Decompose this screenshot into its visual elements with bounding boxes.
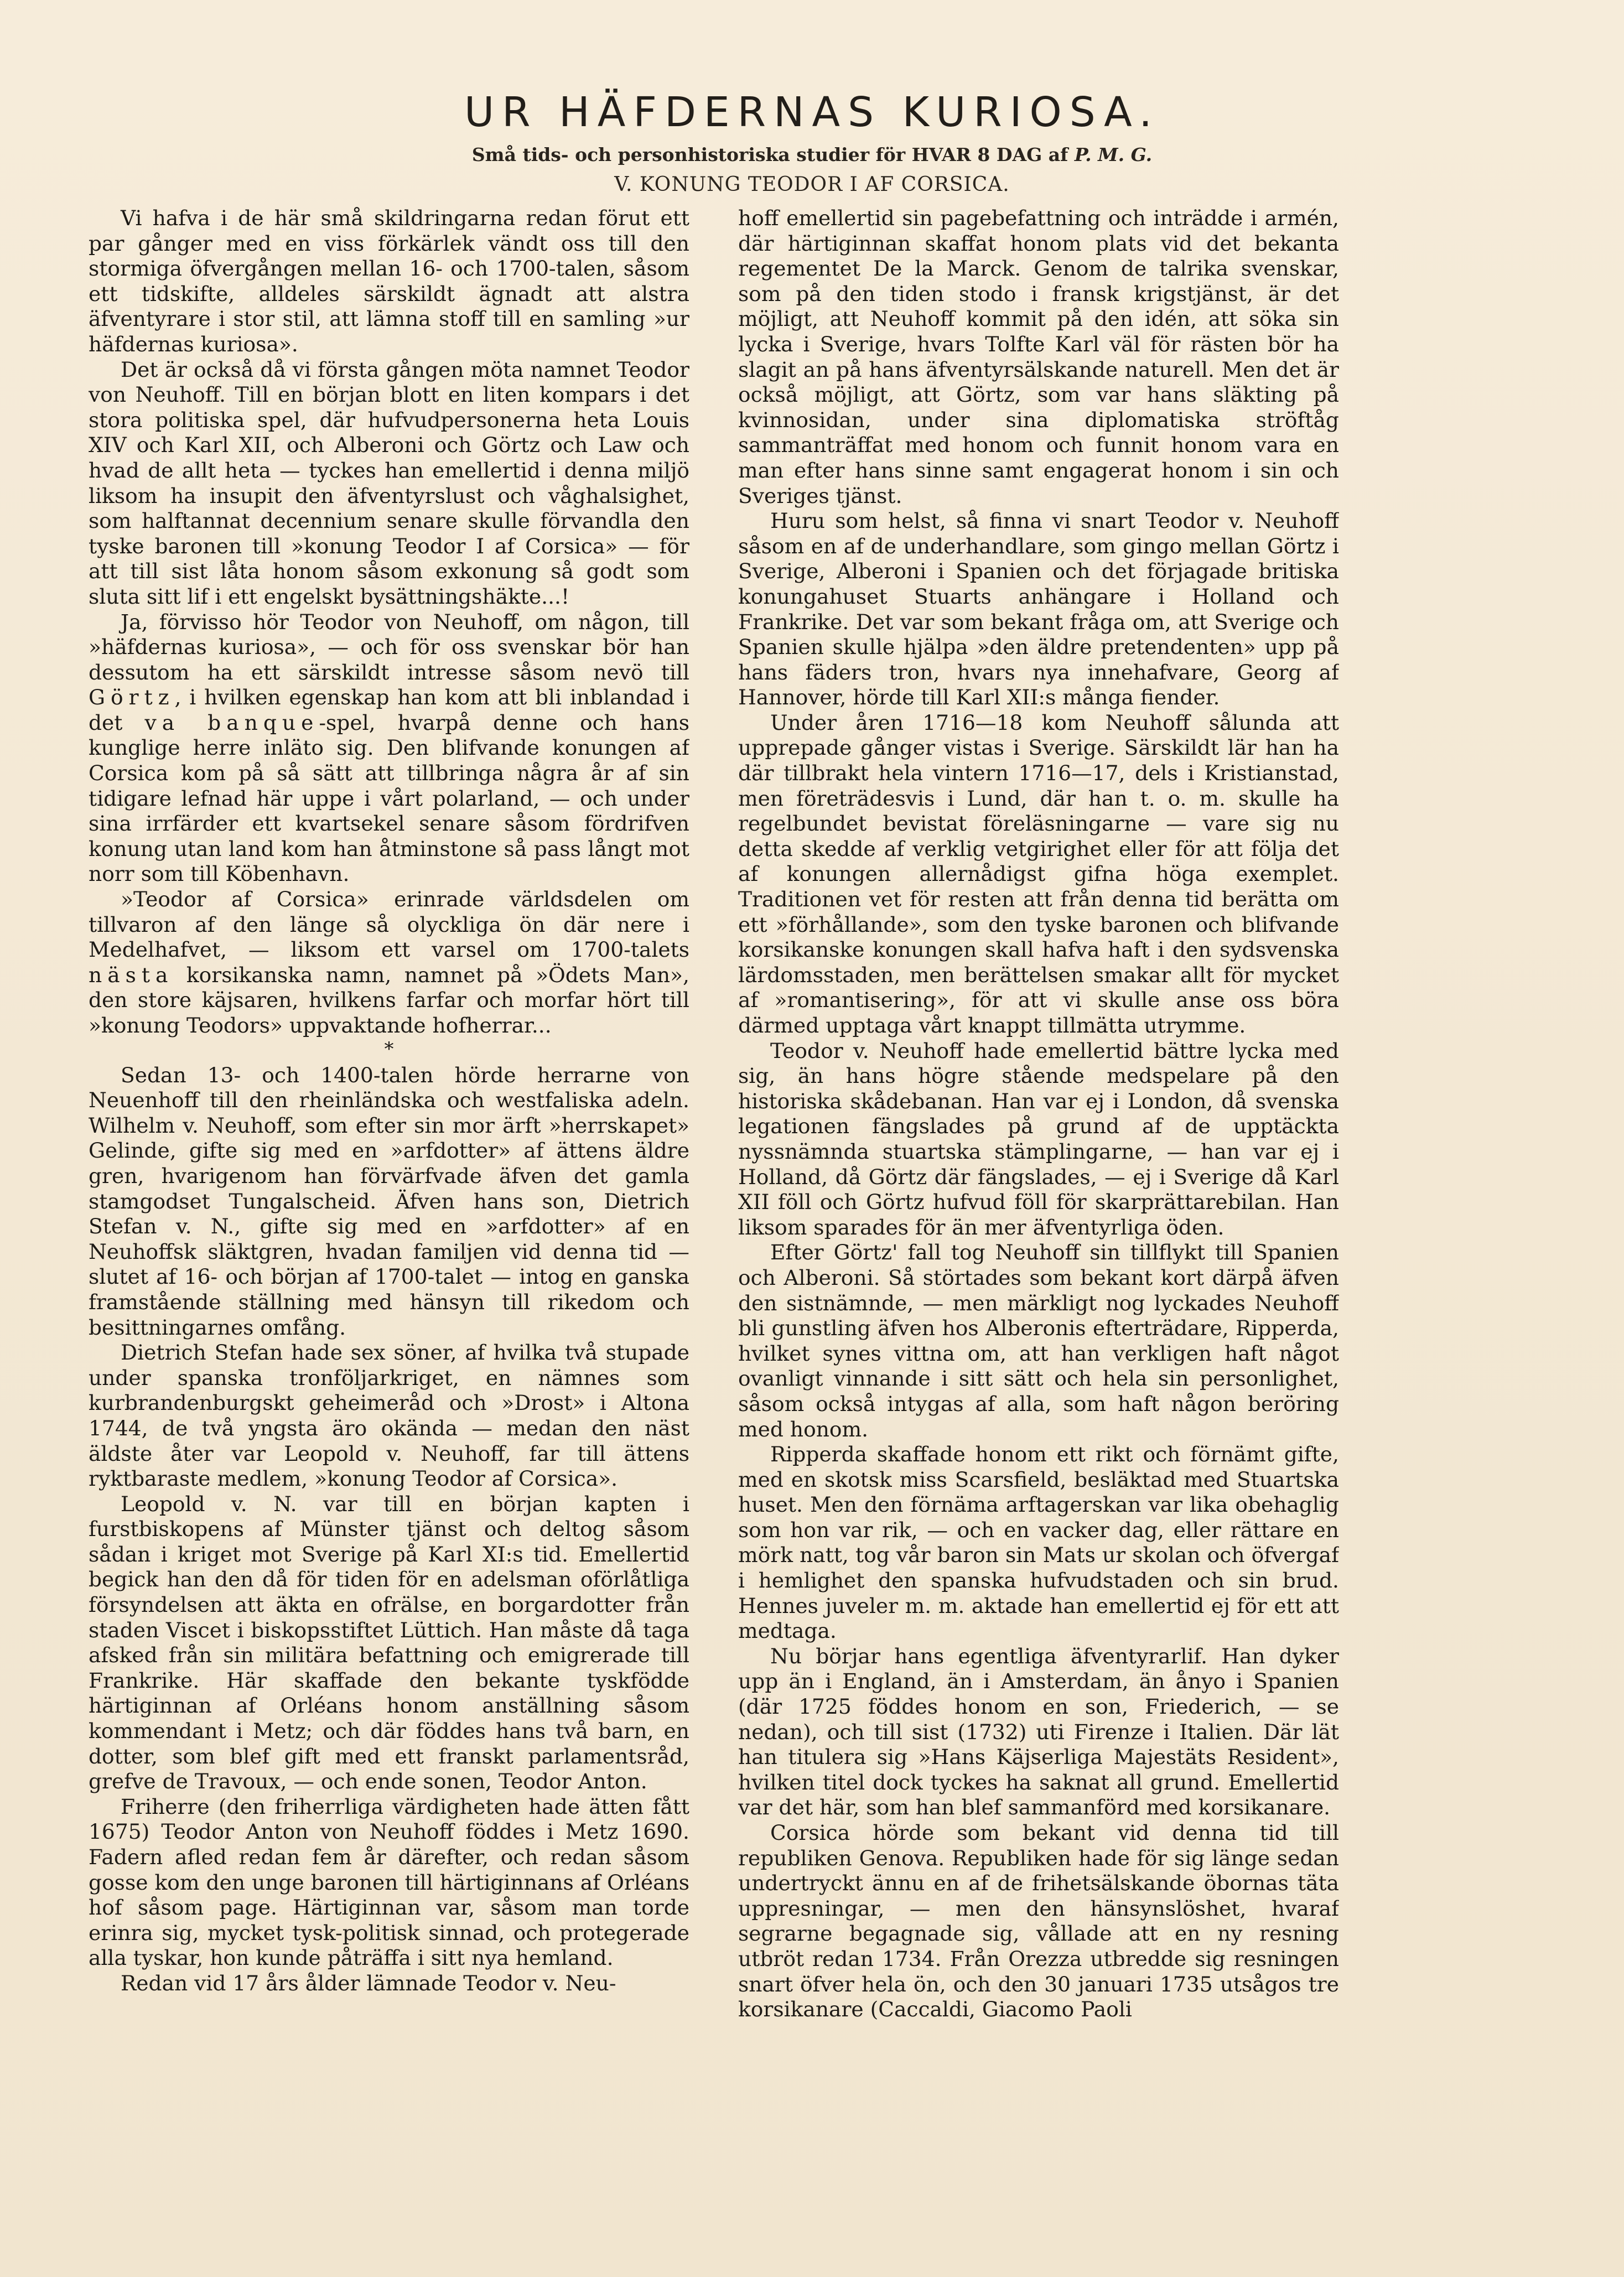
chapter-heading: V. KONUNG TEODOR I AF CORSICA. [614,173,1010,196]
paragraph: Nu börjar hans egentliga äfventyrarlif. Han dyker upp än i England, än i Amsterdam, än ånyo i Spanien (där 1725 föddes honom en son, Friederich, — se nedan), och till sist (1732) uti Firenze i Italien. Där lät han titulera sig »Hans Käjserliga Majestäts Resident», hvilken titel dock tyckes ha saknat all grund. Emellertid var det här, som han blef sammanförd med korsikanare. [738,1643,1339,1820]
text-run: -spel, hvarpå denne och hans kunglige herre inläto sig. Den blifvande konungen af Corsica kom på så sätt att tillbringa några år af sin tidigare lefnad här uppe i vårt polarland, — och under sina irrfärder ett kvartsekel senare såsom fördrifven konung utan land kom han åtminstone så pass långt mot norr som till Köbenhavn. [89,710,689,886]
paragraph [89,887,689,1039]
page-title: UR HÄFDERNAS KURIOSA. [464,89,1160,136]
spaced-name: Görtz [89,685,175,710]
spaced-word: nästa [89,962,174,987]
paragraph: Vi hafva i de här små skildringarna redan förut ett par gånger med en viss förkärlek vändt oss till den stormiga öfvergången mellan 16- och 1700-talen, såsom ett tidskifte, alldeles särskildt ägnadt att alstra äfventyrare i stor stil, att lämna stoff till en samling »ur häfdernas kuriosa». [89,206,689,356]
paragraph: Under åren 1716—18 kom Neuhoff sålunda att upprepade gånger vistas i Sverige. Särskildt lär han ha där tillbrakt hela vintern 1716—17, dels i Kristianstad, men företrädesvis i Lund, där han t. o. m. skulle ha regelbundet bevistat föreläsningarne — vare sig nu detta skedde af verklig vetgirighet eller för att följa det af konungen allernådigst gifna höga exemplet. Traditionen vet för resten att från denna tid berätta om ett »förhållande», som den tyske baronen och blifvande korsikanske konungen skall hafva haft i den sydsvenska lärdomsstaden, men berättelsen smakar allt för mycket af »romantisering», för att vi skulle anse oss böra därmed upptaga vårt knappt tillmätta utrymme. [738,710,1339,1038]
paragraph: Corsica hörde som bekant vid denna tid till republiken Genova. Republiken hade för sig länge sedan undertryckt ännu en af de frihetsälskande öbornas täta uppresningar, — men den hänsynslöshet, hvaraf segrarne begagnade sig, vållade att en ny resning utbröt redan 1734. Från Orezza utbredde sig resningen snart öfver hela ön, och den 30 januari 1735 utsågos tre korsikanare (Caccaldi, Giacomo Paoli [738,1820,1339,2022]
spaced-term: va banque [144,710,319,735]
text-run: korsikanska namn, namnet på »Ödets Man», den store käjsaren, hvilkens farfar och morfar hört till »konung Teodors» uppvaktande hofherrar... [89,962,689,1038]
text-run: »Teodor af Corsica» erinrade världsdelen om tillvaron af den länge så olyckliga ön där nere i Medelhafvet, — liksom ett varsel om 1700-talets [89,887,689,962]
paragraph: Sedan 13- och 1400-talen hörde herrarne von Neuenhoff till den rheinländska och westfaliska adeln. Wilhelm v. Neuhoff, som efter sin mor ärft »herrskapet» Gelinde, gifte sig med en »arfdotter» af ättens äldre gren, hvarigenom han förvärfvade äfven det gamla stamgodset Tungalscheid. Äfven hans son, Dietrich Stefan v. N., gifte sig med en »arfdotter» af en Neuhoffsk släktgren, hvadan familjen vid denna tid — slutet af 16- och början af 1700-talet — intog en ganska framstående ställning med hänsyn till rikedom och besittningarnes omfång. [89,1062,689,1340]
paragraph: Efter Görtz' fall tog Neuhoff sin tillflykt till Spanien och Alberoni. Så störtades som bekant kort därpå äfven den sistnämnde, — men märkligt nog lyckades Neuhoff bli gunstling äfven hos Alberonis efterträdare, Ripperda, hvilket synes vittna om, att han verkligen haft något ovanligt vinnande i sitt sätt och hela sin personlighet, såsom också intygas af alla, som haft någon beröring med honom. [738,1240,1339,1441]
paragraph: Huru som helst, så finna vi snart Teodor v. Neuhoff såsom en af de underhandlare, som gingo mellan Görtz i Sverige, Alberoni i Spanien och det förjagade britiska konungahuset Stuarts anhängare i Holland och Frankrike. Det var som bekant fråga om, att Sverige och Spanien skulle hjälpa »den äldre pretendenten» upp på hans fäders tron, hvars nya innehafvare, Georg af Hannover, hörde till Karl XII:s många fiender. [738,509,1339,710]
right-column [738,206,1339,2253]
paragraph: Dietrich Stefan hade sex söner, af hvilka två stupade under spanska tronföljarkriget, en nämnes som kurbrandenburgskt geheimeråd och »Drost» i Altona 1744, de två yngsta äro okända — medan den näst äldste åter var Leopold v. Neuhoff, far till ättens ryktbaraste medlem, »konung Teodor af Corsica». [89,1340,689,1491]
subtitle-text: Små tids- och personhistoriska studier för HVAR 8 DAG af [471,144,1075,165]
paragraph [89,610,689,888]
paragraph: Det är också då vi första gången möta namnet Teodor von Neuhoff. Till en början blott en liten kompars i det stora politiska spel, där hufvudpersonerna heta Louis XIV och Karl XII, och Alberoni och Görtz och Law och hvad de allt heta — tyckes han emellertid i denna miljö liksom ha insupit den äfventyrslust och våghalsighet, som halftannat decennium senare skulle förvandla den tyske baronen till »konung Teodor I af Corsica» — för att till sist låta honom såsom exkonung så godt som sluta sitt lif i ett engelskt bysättningshäkte...! [89,357,689,609]
paragraph: Friherre (den friherrliga värdigheten hade ätten fått 1675) Teodor Anton von Neuhoff föddes i Metz 1690. Fadern afled redan fem år därefter, och redan såsom gosse kom den unge baronen till härtiginnans af Orléans hof såsom page. Härtiginnan var, såsom man torde erinra sig, mycket tysk-politisk sinnad, och protegerade alla tyskar, hon kunde påträffa i sitt nya hemland. [89,1794,689,1970]
paragraph: Redan vid 17 års ålder lämnade Teodor v. Neu- [121,1970,616,1995]
masthead [0,89,1624,196]
paragraph: Teodor v. Neuhoff hade emellertid bättre lycka med sig, än hans högre stående medspelare på den historiska skådebanan. Han var ej i London, då svenska legationen fängslades på grund af de upptäckta nyssnämnda stuartska stämplingarne, — han var ej i Holland, då Görtz där fängslades, — ej i Sverige då Karl XII föll och Görtz hufvud föll för skarprättarebilan. Han liksom sparades för än mer äfventyrliga öden. [738,1038,1339,1239]
paragraph: Leopold v. N. var till en början kapten i furstbiskopens af Münster tjänst och deltog såsom sådan i kriget mot Sverige på Karl XI:s tid. Emellertid begick han den då för tiden för en adelsman oförlåtliga försyndelsen att äkta en ofrälse, en borgardotter från staden Viscet i biskopsstiftet Lüttich. Han måste då taga afsked från sin militära befattning och emigrerade till Frankrike. Här skaffade den bekante tyskfödde härtiginnan af Orléans honom anställning såsom kommendant i Metz; och där föddes hans två barn, en dotter, som blef gift med ett franskt parlamentsråd, grefve de Travoux, — och ende sonen, Teodor Anton. [89,1491,689,1794]
series-subtitle [0,144,1624,165]
section-separator: * [384,1038,394,1060]
text-run: Ja, förvisso hör Teodor von Neuhoff, om någon, till »häfdernas kuriosa», — och för oss svenskar bör han dessutom ha ett särskildt intresse såsom nevö till [89,609,689,684]
left-column [89,206,689,2253]
text-run: , i hvilken egenskap han kom att bli inblandad i det [89,685,689,735]
author-initials: P. M. G. [1074,144,1153,165]
paragraph: hoff emellertid sin pagebefattning och inträdde i armén, där härtiginnan skaffat honom plats vid det bekanta regementet De la Marck. Genom de talrika svenskar, som på den tiden stodo i fransk krigstjänst, är det möjligt, att Neuhoff kommit på den idén, att söka sin lycka i Sverige, hvars Tolfte Karl väl för rästen bör ha slagit an på hans äfventyrsälskande naturell. Men det är också möjligt, att Görtz, som var hans släkting på kvinnosidan, under sina diplomatiska ströftåg sammanträffat med honom och funnit honom vara en man efter hans sinne samt engagerat honom i sin och Sveriges tjänst. [738,206,1339,508]
paragraph: Ripperda skaffade honom ett rikt och förnämt gifte, med en skotsk miss Scarsfield, besläktad med Stuartska huset. Men den förnäma arftagerskan var lika obehaglig som hon var rik, — och en vacker dag, eller rättare en mörk natt, tog vår baron sin Mats ur skolan och öfvergaf i hemlighet den spanska hufvudstaden och sin brud. Hennes juveler m. m. aktade han emellertid ej för ett att medtaga. [738,1442,1339,1643]
